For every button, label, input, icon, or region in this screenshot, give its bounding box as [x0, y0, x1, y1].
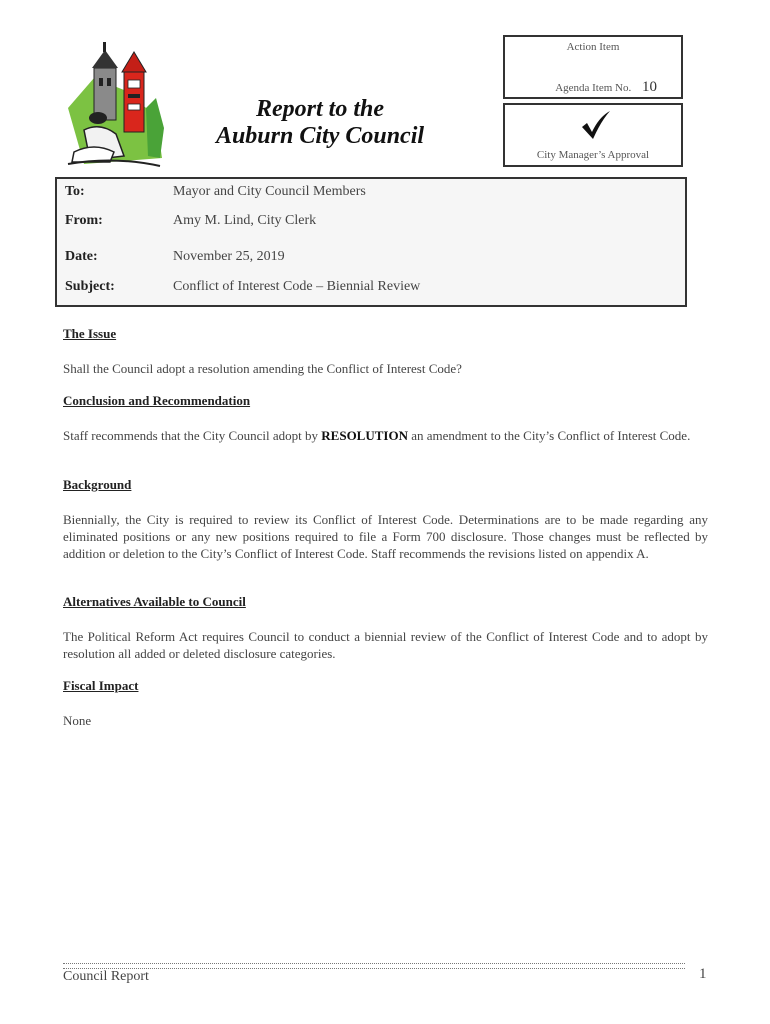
- conclusion-text: [63, 427, 708, 444]
- footer-label: Council Report: [63, 969, 149, 984]
- conclusion-text-end: an amendment to the City’s Conflict of Interest Code.: [407, 428, 691, 443]
- alternatives-text: The Political Reform Act requires Council to conduct a biennial review of the Conflict of Interest Code and to adopt by resolution all added or deleted disclosure categories.: [63, 629, 708, 661]
- agenda-item-number: 10: [642, 79, 657, 95]
- fiscal-text: None: [63, 713, 92, 728]
- checkmark-icon: [579, 109, 613, 141]
- from-value: Amy M. Lind, City Clerk: [173, 213, 317, 228]
- report-title: [200, 96, 440, 150]
- approval-box: [503, 103, 683, 167]
- subject-label: Subject:: [65, 279, 115, 294]
- to-label: To:: [65, 184, 85, 199]
- background-text: Biennially, the City is required to review its Conflict of Interest Code. Determinations are to be made regarding any eliminated positions or any new positions required to file a Form 700 disclosure. Those changes must be reflected by addition or deletion to the City’s Conflict of Interest Code. Staff recommends the revisions listed on appendix A.: [63, 512, 708, 561]
- issue-text: Shall the Council adopt a resolution amending the Conflict of Interest Code?: [63, 361, 462, 376]
- auburn-city-seal-logo: [64, 38, 168, 172]
- conclusion-heading: Conclusion and Recommendation: [63, 393, 251, 408]
- action-item-label: Action Item: [566, 41, 620, 53]
- subject-value: Conflict of Interest Code – Biennial Review: [173, 279, 421, 294]
- page-number: 1: [699, 966, 707, 982]
- approval-label: City Manager’s Approval: [536, 149, 650, 161]
- title-line-1: Report to the: [255, 96, 384, 122]
- date-label: Date:: [65, 249, 98, 264]
- memo-header-box: [55, 177, 687, 307]
- conclusion-text-start: Staff recommends that the City Council adopt by: [63, 428, 322, 443]
- issue-heading: The Issue: [63, 326, 117, 341]
- from-label: From:: [65, 213, 103, 228]
- date-value: November 25, 2019: [173, 249, 285, 264]
- footer-rule: [63, 963, 685, 969]
- agenda-item: [555, 79, 657, 96]
- alternatives-heading: Alternatives Available to Council: [63, 594, 246, 609]
- fiscal-heading: Fiscal Impact: [63, 678, 139, 693]
- background-heading: Background: [63, 477, 132, 492]
- action-item-box: [503, 35, 683, 99]
- title-line-2: Auburn City Council: [215, 123, 425, 149]
- conclusion-text-bold: RESOLUTION: [321, 428, 408, 443]
- agenda-item-label: Agenda Item No.: [555, 82, 632, 94]
- to-value: Mayor and City Council Members: [173, 184, 366, 199]
